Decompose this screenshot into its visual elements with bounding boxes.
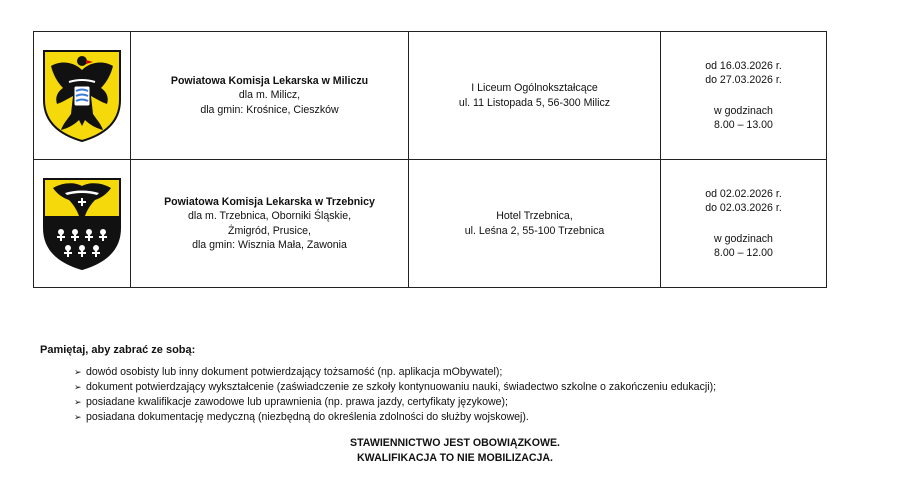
date-to: do 02.03.2026 r. — [705, 202, 782, 214]
hours-label: w godzinach — [714, 232, 773, 245]
commissions-table — [33, 31, 827, 288]
list-item: ➢ dokument potwierdzający wykształcenie (zaświadczenie ze szkoły kontynuowaniu nauki, świadectwo szkolne o zakończeniu edukacji); — [74, 381, 717, 393]
reminder-heading: Pamiętaj, aby zabrać ze sobą: — [40, 344, 196, 356]
table-row — [34, 32, 827, 160]
venue-line: ul. 11 Listopada 5, 56-300 Milicz — [458, 96, 611, 109]
area-line: dla gmin: Krośnice, Cieszków — [200, 103, 339, 116]
notice — [0, 436, 900, 465]
list-item: ➢ posiadana dokumentację medyczną (niezbędną do określenia zdolności do służby wojskowej). — [74, 411, 529, 423]
hours-label: w godzinach — [714, 104, 773, 117]
list-item: ➢ dowód osobisty lub inny dokument potwierdzający tożsamość (np. aplikacja mObywatel); — [74, 366, 503, 378]
date-from: od 02.02.2026 r. — [705, 187, 782, 200]
commission-name: Powiatowa Komisja Lekarska w Miliczu — [170, 74, 369, 87]
required-documents-list — [74, 365, 716, 425]
milicz-county-coat-of-arms-icon — [41, 48, 123, 144]
area-line: dla m. Milicz, — [238, 89, 301, 102]
crest-cell — [34, 32, 131, 160]
venue-line: ul. Leśna 2, 55-100 Trzebnica — [464, 224, 605, 237]
arrow-bullet-icon: ➢ — [74, 397, 82, 407]
dates-cell — [661, 32, 827, 160]
hours: 8.00 – 13.00 — [714, 119, 773, 131]
dates-cell — [661, 160, 827, 288]
date-from: od 16.03.2026 r. — [705, 59, 782, 72]
trzebnica-county-coat-of-arms-icon — [41, 176, 123, 272]
notice-line: STAWIENNICTWO JEST OBOWIĄZKOWE. — [350, 437, 560, 449]
arrow-bullet-icon: ➢ — [74, 382, 82, 392]
venue-cell — [409, 160, 661, 288]
commission-cell — [131, 160, 409, 288]
crest-cell — [34, 160, 131, 288]
arrow-bullet-icon: ➢ — [74, 412, 82, 422]
area-line: Żmigród, Prusice, — [227, 224, 311, 237]
list-item: ➢ posiadane kwalifikacje zawodowe lub uprawnienia (np. prawa jazdy, certyfikaty językowe); — [74, 396, 508, 408]
area-line: dla gmin: Wisznia Mała, Zawonia — [192, 239, 347, 251]
table-row — [34, 160, 827, 288]
date-to: do 27.03.2026 r. — [705, 74, 782, 86]
hours: 8.00 – 12.00 — [714, 247, 773, 259]
venue-line: I Liceum Ogólnokształcące — [471, 82, 598, 94]
venue-cell — [409, 32, 661, 160]
area-line: dla m. Trzebnica, Oborniki Śląskie, — [187, 210, 352, 222]
notice-line: KWALIFIKACJA TO NIE MOBILIZACJA. — [357, 451, 553, 464]
commission-name: Powiatowa Komisja Lekarska w Trzebnicy — [164, 195, 375, 208]
arrow-bullet-icon: ➢ — [74, 367, 82, 377]
commission-cell — [131, 32, 409, 160]
venue-line: Hotel Trzebnica, — [496, 210, 573, 222]
